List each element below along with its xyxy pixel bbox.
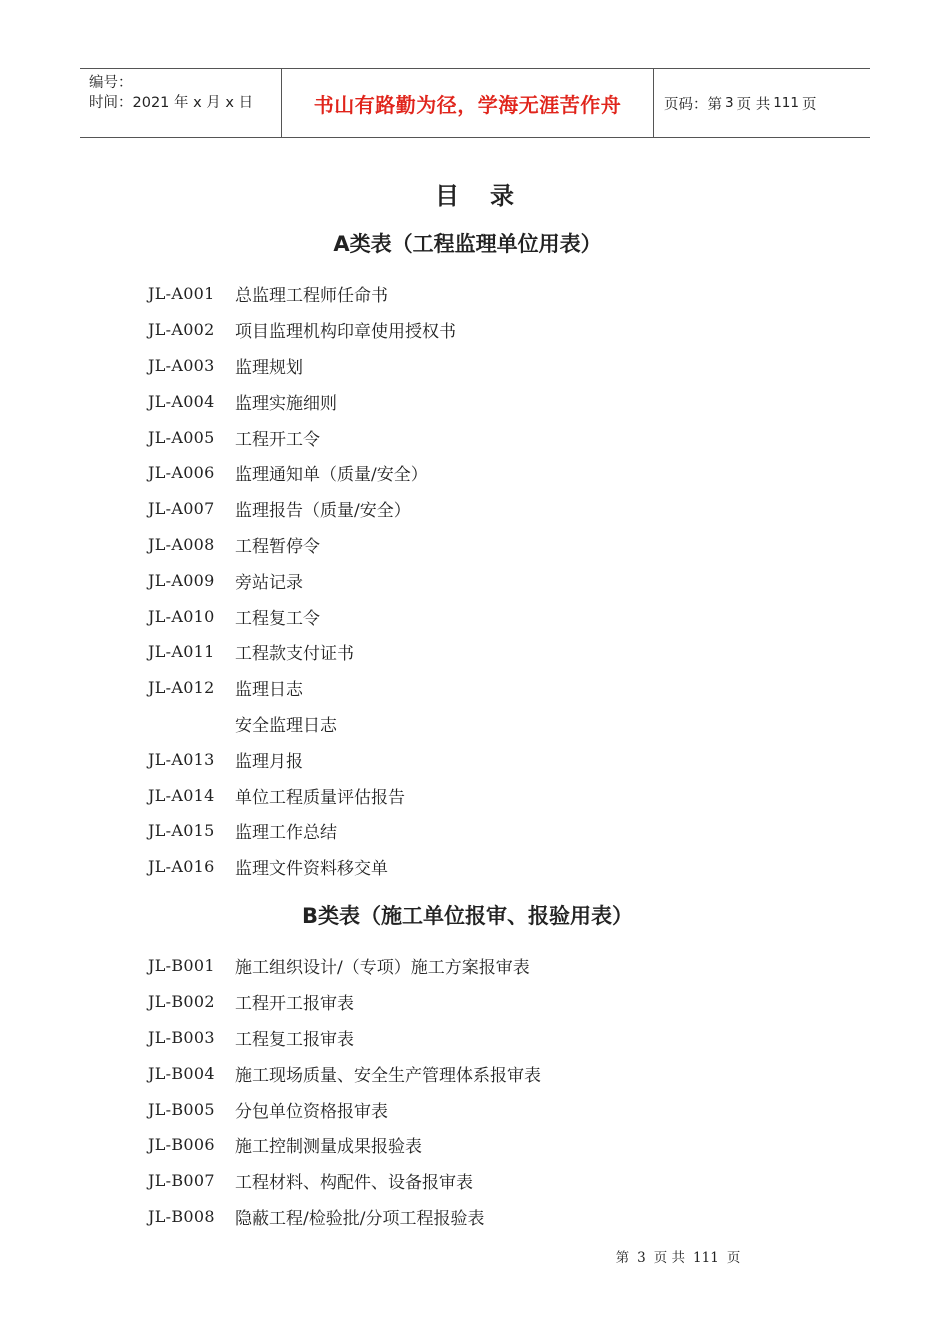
time-label: 时间：2021 年 x 月 x 日 [89, 95, 254, 111]
entry-code: JL-A003 [148, 355, 215, 375]
header-meta [80, 69, 282, 137]
entry-code: JL-A006 [148, 463, 215, 483]
entry-name: 工程材料、构配件、设备报审表 [235, 1173, 473, 1194]
entry-code: JL-A013 [148, 749, 215, 769]
toc-entry [148, 670, 456, 706]
header-page-info [654, 69, 870, 137]
entry-name: 施工控制测量成果报验表 [235, 1137, 422, 1158]
entry-code: JL-A010 [148, 606, 215, 626]
entry-name: 工程复工报审表 [235, 1029, 354, 1050]
entry-code: JL-B002 [148, 992, 215, 1012]
toc-entry [148, 491, 456, 527]
toc-entry [148, 1091, 541, 1127]
entry-code: JL-A001 [148, 284, 215, 304]
entry-name: 监理日志 [235, 680, 303, 701]
entry-name: 单位工程质量评估报告 [235, 787, 405, 808]
entry-name: 旁站记录 [235, 572, 303, 593]
entry-name: 工程暂停令 [235, 536, 320, 557]
page-mid: 页 共 [736, 96, 771, 113]
toc-entry [148, 984, 541, 1020]
entry-code: JL-A012 [148, 678, 215, 698]
entry-code: JL-A014 [148, 785, 215, 805]
toc-entry [148, 527, 456, 563]
entry-code: JL-A004 [148, 391, 215, 411]
page-footer: 第 3 页 共 111 页 [615, 1250, 741, 1266]
entry-code: JL-A002 [148, 320, 215, 340]
entry-name: 安全监理日志 [235, 715, 337, 736]
section-a-list [148, 276, 456, 885]
entry-name: 工程开工令 [235, 429, 320, 450]
entry-name: 工程款支付证书 [235, 644, 354, 665]
entry-code: JL-B006 [148, 1135, 215, 1155]
entry-code: JL-B004 [148, 1063, 215, 1083]
toc-entry [148, 813, 456, 849]
toc-entry [148, 598, 456, 634]
entry-code: JL-A008 [148, 534, 215, 554]
entry-name: 施工组织设计/（专项）施工方案报审表 [235, 958, 530, 979]
entry-code: JL-A007 [148, 499, 215, 519]
entry-name: 监理通知单（质量/安全） [235, 465, 428, 486]
header-motto: 书山有路勤为径，学海无涯苦作舟 [282, 69, 654, 137]
page-suffix: 页 [801, 96, 817, 113]
entry-code: JL-B007 [148, 1171, 215, 1191]
entry-code: JL-A011 [148, 642, 215, 662]
entry-code: JL-A015 [148, 821, 215, 841]
entry-name: 项目监理机构印章使用授权书 [235, 322, 456, 343]
toc-entry [148, 1199, 541, 1235]
entry-name: 监理规划 [235, 357, 303, 378]
toc-entry [148, 706, 456, 742]
toc-entry [148, 1020, 541, 1056]
toc-entry [148, 562, 456, 598]
entry-code: JL-A009 [148, 570, 215, 590]
page-number: 3 [725, 95, 734, 111]
entry-name: 施工现场质量、安全生产管理体系报审表 [235, 1065, 541, 1086]
toc-entry [148, 849, 456, 885]
section-b-title: B类表（施工单位报审、报验用表） [301, 904, 633, 928]
entry-code: JL-B008 [148, 1206, 215, 1226]
entry-code: JL-B001 [148, 956, 215, 976]
entry-name: 监理报告（质量/安全） [235, 501, 411, 522]
toc-entry [148, 383, 456, 419]
entry-name: 总监理工程师任命书 [235, 286, 388, 307]
toc-entry [148, 777, 456, 813]
number-label: 编号： [89, 75, 133, 91]
toc-entry [148, 455, 456, 491]
toc-entry [148, 348, 456, 384]
section-b-list [148, 948, 541, 1234]
toc-entry [148, 948, 541, 984]
toc-entry [148, 312, 456, 348]
entry-name: 监理文件资料移交单 [235, 859, 388, 880]
page-prefix: 页码：第 [664, 96, 722, 113]
entry-code: JL-B003 [148, 1027, 215, 1047]
entry-name: 分包单位资格报审表 [235, 1101, 388, 1122]
entry-name: 监理实施细则 [235, 393, 337, 414]
entry-code: JL-B005 [148, 1099, 215, 1119]
entry-name: 工程开工报审表 [235, 994, 354, 1015]
entry-name: 隐蔽工程/检验批/分项工程报验表 [235, 1208, 485, 1229]
toc-entry [148, 1163, 541, 1199]
toc-entry [148, 741, 456, 777]
toc-title: 目 录 [435, 182, 515, 210]
entry-name: 监理月报 [235, 751, 303, 772]
toc-entry [148, 276, 456, 312]
entry-name: 监理工作总结 [235, 823, 337, 844]
entry-code: JL-A016 [148, 857, 215, 877]
total-pages: 111 [773, 95, 799, 111]
entry-code: JL-A005 [148, 427, 215, 447]
section-a-title: A类表（工程监理单位用表） [333, 232, 602, 256]
entry-name: 工程复工令 [235, 608, 320, 629]
document-header [80, 68, 870, 138]
toc-entry [148, 1127, 541, 1163]
toc-entry [148, 634, 456, 670]
toc-entry [148, 1055, 541, 1091]
toc-entry [148, 419, 456, 455]
